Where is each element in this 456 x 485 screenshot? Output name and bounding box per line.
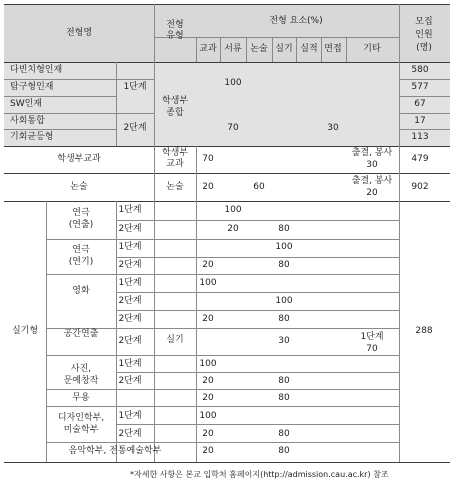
design-s2-silgi: 80 <box>278 429 290 439</box>
acting-direct-stage2: 2단계 <box>118 224 142 234</box>
nonsul-gyogwa-value: 20 <box>202 182 214 192</box>
gyogwa-kind-line1: 학생부 <box>161 148 189 158</box>
name-social: 사회통합 <box>10 116 45 126</box>
name-photo-line2: 문예창작 <box>63 376 99 386</box>
gyogwa-other-label: 출결, 봉사 <box>351 148 393 158</box>
quota-sw: 67 <box>414 99 426 109</box>
name-design-line1: 디자인학부, <box>57 413 105 423</box>
rule-header-bottom <box>4 62 450 63</box>
photo-stage1: 1단계 <box>118 359 142 369</box>
space-s2-silgi: 30 <box>278 336 290 346</box>
nonsul-other-label: 출결, 봉사 <box>351 176 393 186</box>
quota-silgi: 288 <box>415 326 433 336</box>
design-s1-gyogwa: 100 <box>199 411 217 421</box>
acting-perform-stage1: 1단계 <box>118 242 142 252</box>
nonsul-kind: 논술 <box>166 182 184 192</box>
gyogwa-other-value: 30 <box>366 160 378 170</box>
quota-opportunity: 113 <box>411 132 429 142</box>
film-stage2b: 2단계 <box>118 314 142 324</box>
name-film: 영화 <box>72 286 90 296</box>
name-gyogwa: 학생부교과 <box>57 154 101 164</box>
header-elements-title: 전형 요소(%) <box>269 16 323 26</box>
quota-tamgu: 577 <box>411 82 429 92</box>
rule-top <box>4 4 450 5</box>
music-silgi: 80 <box>278 446 290 456</box>
header-quota-line3: (명) <box>416 43 432 53</box>
group1-kind-line1: 학생부 <box>161 96 189 106</box>
name-davinci: 다빈치형인재 <box>10 65 63 75</box>
name-space: 공간연출 <box>63 329 99 339</box>
header-type-name: 전형명 <box>65 28 93 38</box>
name-tamgu: 탐구형인재 <box>10 82 54 92</box>
silgi-kind: 실기 <box>166 335 184 345</box>
film-s2b-silgi: 80 <box>278 314 290 324</box>
film-stage1: 1단계 <box>118 278 142 288</box>
space-other-value: 70 <box>366 344 378 354</box>
header-element-silgi: 실기 <box>275 44 293 54</box>
name-nonsul: 논술 <box>70 182 88 192</box>
quota-gyogwa: 479 <box>411 154 429 164</box>
nonsul-nonsul-value: 60 <box>253 182 265 192</box>
photo-s1-gyogwa: 100 <box>199 359 217 369</box>
name-acting-direct-line1: 연극 <box>72 208 90 218</box>
header-element-interview: 면접 <box>324 44 342 54</box>
name-acting-direct-line2: (연출) <box>68 220 94 230</box>
space-stage2: 2단계 <box>118 336 142 346</box>
acting-direct-s1-seoryu: 100 <box>224 205 242 215</box>
acting-direct-s2-seoryu: 20 <box>227 224 239 234</box>
acting-perform-s2-gyogwa: 20 <box>202 260 214 270</box>
group1-seoryu-stage2: 70 <box>227 123 239 133</box>
header-type-kind-line1: 전형 <box>166 20 184 30</box>
space-other-label: 1단계 <box>360 332 384 342</box>
name-design-line2: 미술학부 <box>63 425 99 435</box>
footnote: *자세한 사항은 본교 입학처 홈페이지(http://admission.cau.ac.kr) 참조 <box>130 470 389 479</box>
group1-kind-line2: 종합 <box>166 108 184 118</box>
quota-nonsul: 902 <box>411 182 429 192</box>
photo-s2-silgi: 80 <box>278 376 290 386</box>
photo-stage2: 2단계 <box>118 376 142 386</box>
header-quota-line1: 모집 <box>415 17 433 27</box>
name-opportunity: 기회균등형 <box>10 132 54 142</box>
quota-davinci: 580 <box>411 65 429 75</box>
name-acting-perform-line2: (연기) <box>68 257 94 267</box>
name-music: 음악학부, 전통예술학부 <box>68 446 162 456</box>
gyogwa-kind-line2: 교과 <box>166 159 184 169</box>
name-dance: 무용 <box>72 393 90 403</box>
acting-perform-stage2: 2단계 <box>118 260 142 270</box>
dance-silgi: 80 <box>278 393 290 403</box>
rule-bottom <box>4 462 450 463</box>
acting-direct-s2-silgi: 80 <box>278 224 290 234</box>
header-type-kind-line2: 유형 <box>166 31 184 41</box>
dance-gyogwa: 20 <box>202 393 214 403</box>
header-element-siljeok: 실적 <box>300 44 318 54</box>
group1-interview: 30 <box>327 123 339 133</box>
group1-stage2: 2단계 <box>123 123 147 133</box>
acting-perform-s1-silgi: 100 <box>275 242 293 252</box>
film-s2b-gyogwa: 20 <box>202 314 214 324</box>
header-element-other: 기타 <box>363 44 381 54</box>
name-silgi: 실기형 <box>11 326 39 336</box>
photo-s2-gyogwa: 20 <box>202 376 214 386</box>
film-s2a-silgi: 100 <box>275 296 293 306</box>
name-acting-perform-line1: 연극 <box>72 245 90 255</box>
film-stage2a: 2단계 <box>118 296 142 306</box>
acting-direct-stage1: 1단계 <box>118 205 142 215</box>
header-quota-line2: 인원 <box>415 30 433 40</box>
music-gyogwa: 20 <box>202 446 214 456</box>
film-s1-gyogwa: 100 <box>199 278 217 288</box>
name-photo-line1: 사진, <box>70 364 92 374</box>
header-element-gyogwa: 교과 <box>199 44 217 54</box>
design-stage1: 1단계 <box>118 411 142 421</box>
header-element-seoryu: 서류 <box>224 44 242 54</box>
name-sw: SW인재 <box>10 99 42 109</box>
quota-social: 17 <box>414 116 426 126</box>
group1-stage1: 1단계 <box>123 82 147 92</box>
gyogwa-gyogwa-value: 70 <box>202 154 214 164</box>
design-stage2: 2단계 <box>118 429 142 439</box>
group1-seoryu-stage1: 100 <box>224 78 242 88</box>
header-element-nonsul: 논술 <box>250 44 268 54</box>
acting-perform-s2-silgi: 80 <box>278 260 290 270</box>
design-s2-gyogwa: 20 <box>202 429 214 439</box>
nonsul-other-value: 20 <box>366 188 378 198</box>
